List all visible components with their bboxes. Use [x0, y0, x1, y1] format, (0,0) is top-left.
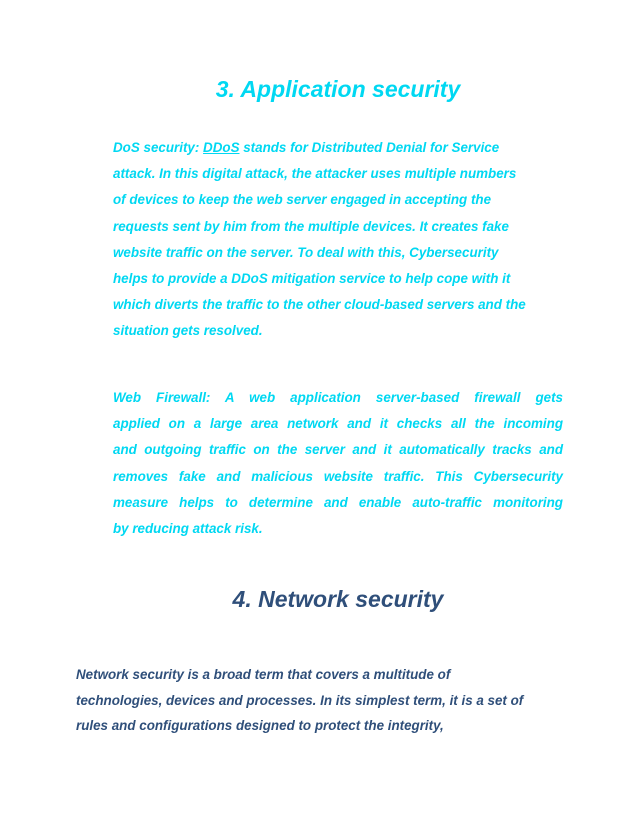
- paragraph-line: rules and configurations designed to protect the integrity,: [76, 718, 444, 733]
- paragraph-line: Web Firewall: A web application server-based firewall gets: [113, 390, 563, 405]
- paragraph-line: attack. In this digital attack, the attacker uses multiple numbers: [113, 166, 517, 182]
- paragraph-line: measure helps to determine and enable auto-traffic monitoring: [113, 494, 563, 510]
- paragraph-line: website traffic on the server. To deal with this, Cybersecurity: [113, 244, 499, 260]
- application-security-heading: 3. Application security: [215, 76, 461, 102]
- network-security-heading: 4. Network security: [232, 586, 444, 612]
- paragraph-line: requests sent by him from the multiple devices. It creates fake: [113, 218, 509, 234]
- paragraph-line: technologies, devices and processes. In its simplest term, it is a set of: [76, 692, 524, 708]
- paragraph-line: which diverts the traffic to the other cloud-based servers and the: [113, 297, 526, 313]
- ddos-link[interactable]: DDoS: [203, 140, 240, 155]
- paragraph-line: helps to provide a DDoS mitigation service to help cope with it: [113, 271, 511, 287]
- web-firewall-paragraph: [113, 385, 563, 542]
- network-security-paragraph: [76, 662, 571, 739]
- dos-lead-text: DoS security:: [113, 140, 204, 155]
- paragraph-line: applied on a large area network and it checks all the incoming: [113, 416, 563, 432]
- paragraph-line: situation gets resolved.: [113, 323, 263, 339]
- paragraph-line: and outgoing traffic on the server and it automatically tracks and: [113, 442, 563, 458]
- paragraph-line: [113, 135, 565, 161]
- paragraph-line: by reducing attack risk.: [113, 521, 263, 537]
- paragraph-line: removes fake and malicious website traffic. This Cybersecurity: [113, 468, 563, 484]
- paragraph-line: of devices to keep the web server engaged in accepting the: [113, 192, 492, 208]
- paragraph-line: Network security is a broad term that covers a multitude of: [76, 667, 451, 682]
- dos-security-paragraph: [113, 135, 565, 345]
- dos-line-text: stands for Distributed Denial for Service: [239, 140, 500, 155]
